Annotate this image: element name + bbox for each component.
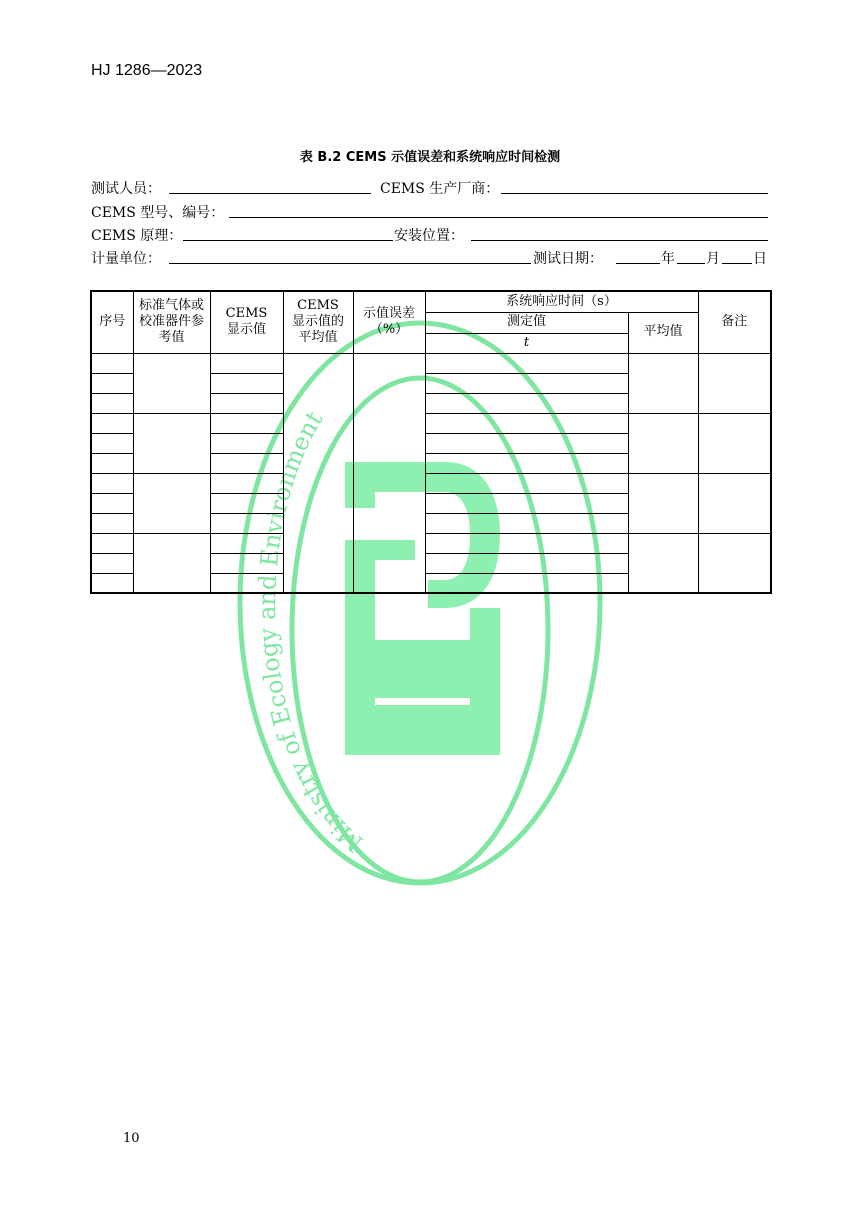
cell-remark[interactable] — [698, 353, 771, 413]
cell-display[interactable] — [210, 373, 283, 393]
header-measured-symbol: t — [425, 333, 628, 353]
cell-measured[interactable] — [425, 353, 628, 373]
cell-measured[interactable] — [425, 373, 628, 393]
model-field[interactable] — [229, 217, 768, 218]
cell-average[interactable] — [628, 533, 698, 593]
cell-seq[interactable] — [91, 533, 133, 553]
cell-measured[interactable] — [425, 393, 628, 413]
cell-remark[interactable] — [698, 533, 771, 593]
tester-label: 测试人员： — [91, 181, 161, 197]
unit-label: 计量单位： — [91, 251, 161, 267]
cell-display[interactable] — [210, 573, 283, 593]
cell-measured[interactable] — [425, 473, 628, 493]
unit-field[interactable] — [169, 263, 531, 264]
cell-seq[interactable] — [91, 353, 133, 373]
cell-display[interactable] — [210, 553, 283, 573]
header-error: 示值误差（%） — [353, 291, 425, 353]
cell-seq[interactable] — [91, 493, 133, 513]
principle-label: CEMS 原理： — [91, 228, 183, 244]
cell-average[interactable] — [628, 353, 698, 413]
manufacturer-label: CEMS 生产厂商： — [380, 181, 500, 197]
cell-seq[interactable] — [91, 513, 133, 533]
day-label: 日 — [753, 251, 767, 267]
cell-display[interactable] — [210, 533, 283, 553]
cell-display[interactable] — [210, 353, 283, 373]
cell-seq[interactable] — [91, 473, 133, 493]
principle-field[interactable] — [183, 240, 393, 241]
document-code: HJ 1286—2023 — [91, 62, 203, 79]
year-field[interactable] — [616, 263, 660, 264]
header-seq: 序号 — [91, 291, 133, 353]
table-caption: 表 B.2 CEMS 示值误差和系统响应时间检测 — [299, 150, 561, 165]
day-field[interactable] — [722, 263, 752, 264]
table-row — [91, 473, 771, 493]
month-label: 月 — [706, 251, 720, 267]
header-reference: 标准气体或校准器件参考值 — [133, 291, 210, 353]
cell-seq[interactable] — [91, 453, 133, 473]
detection-table — [90, 290, 772, 594]
cell-reference[interactable] — [133, 413, 210, 473]
cell-seq[interactable] — [91, 373, 133, 393]
cell-reference[interactable] — [133, 473, 210, 533]
cell-seq[interactable] — [91, 433, 133, 453]
header-average: 平均值 — [628, 312, 698, 353]
watermark-arc-text: Ministry of Ecology and Environment — [253, 406, 369, 858]
table-row — [91, 413, 771, 433]
cell-seq[interactable] — [91, 553, 133, 573]
month-field[interactable] — [677, 263, 705, 264]
date-label: 测试日期： — [533, 251, 603, 267]
cell-display[interactable] — [210, 393, 283, 413]
cell-remark[interactable] — [698, 473, 771, 533]
cell-measured[interactable] — [425, 533, 628, 553]
cell-seq[interactable] — [91, 413, 133, 433]
cell-measured[interactable] — [425, 433, 628, 453]
cell-measured[interactable] — [425, 413, 628, 433]
form-line-model — [91, 202, 768, 222]
cell-display[interactable] — [210, 453, 283, 473]
cell-average[interactable] — [628, 473, 698, 533]
cell-seq[interactable] — [91, 573, 133, 593]
cell-measured[interactable] — [425, 553, 628, 573]
form-line-unit-date — [91, 248, 768, 268]
cell-seq[interactable] — [91, 393, 133, 413]
tester-field[interactable] — [169, 193, 371, 194]
cell-error[interactable] — [353, 353, 425, 593]
cell-reference[interactable] — [133, 533, 210, 593]
table-row — [91, 353, 771, 373]
header-response-time: 系统响应时间（s） — [425, 291, 698, 312]
table-row — [91, 533, 771, 553]
cell-display[interactable] — [210, 513, 283, 533]
cell-display-avg[interactable] — [283, 353, 353, 593]
cell-display[interactable] — [210, 473, 283, 493]
cell-measured[interactable] — [425, 573, 628, 593]
cell-measured[interactable] — [425, 453, 628, 473]
location-label: 安装位置： — [394, 228, 464, 244]
cell-remark[interactable] — [698, 413, 771, 473]
header-display-avg: CEMS 显示值的平均值 — [283, 291, 353, 353]
cell-display[interactable] — [210, 413, 283, 433]
cell-measured[interactable] — [425, 493, 628, 513]
form-line-tester — [91, 178, 768, 198]
page-number: 10 — [123, 1131, 140, 1146]
cell-measured[interactable] — [425, 513, 628, 533]
cell-average[interactable] — [628, 413, 698, 473]
header-measured: 测定值 — [425, 312, 628, 333]
form-line-principle — [91, 225, 768, 245]
cell-display[interactable] — [210, 433, 283, 453]
cell-display[interactable] — [210, 493, 283, 513]
cell-reference[interactable] — [133, 353, 210, 413]
year-label: 年 — [661, 251, 675, 267]
manufacturer-field[interactable] — [501, 193, 768, 194]
header-remark: 备注 — [698, 291, 771, 353]
header-display: CEMS 显示值 — [210, 291, 283, 353]
location-field[interactable] — [471, 240, 768, 241]
model-label: CEMS 型号、编号： — [91, 205, 225, 221]
